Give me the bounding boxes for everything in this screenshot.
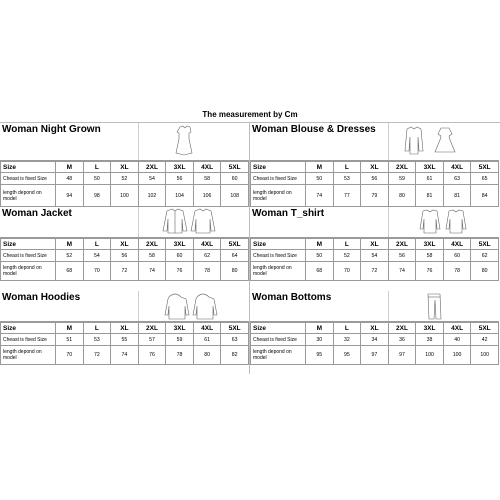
length-cell: 106 [193,185,221,207]
length-cell: 100 [111,185,139,207]
chest-cell: 63 [443,173,471,185]
section-tshirt [250,207,499,290]
length-cell: 94 [56,185,84,207]
length-cell: 84 [471,185,499,207]
size-cell: L [83,323,111,334]
length-cell: 104 [166,185,194,207]
chest-cell: 59 [388,173,416,185]
size-table [0,238,249,281]
size-cell: XL [361,239,389,250]
section-title: Woman T_shirt [252,208,325,219]
length-cell: 68 [306,262,334,281]
section-header [250,207,499,238]
size-cell: 5XL [221,162,249,173]
length-cell: 108 [221,185,249,207]
chest-cell: 58 [416,250,444,262]
size-cell: XL [361,162,389,173]
size-cell: XL [111,162,139,173]
chest-cell: 59 [166,334,194,346]
length-row [251,346,499,365]
size-cell: M [56,239,84,250]
length-cell: 78 [443,262,471,281]
size-cell: 3XL [166,323,194,334]
section-title: Woman Hoodies [2,292,81,303]
section-blouse-dresses [250,123,499,206]
size-cell: 3XL [166,239,194,250]
chest-cell: 58 [138,250,166,262]
size-cell: 4XL [443,323,471,334]
chest-cell: 65 [471,173,499,185]
chest-cell: 56 [166,173,194,185]
row-label: length depond on model [1,346,56,365]
chest-cell: 58 [193,173,221,185]
length-cell: 78 [166,346,194,365]
row-label: length depond on model [251,262,306,281]
chest-cell: 54 [138,173,166,185]
chest-cell: 61 [193,334,221,346]
chest-row [1,250,249,262]
section-jacket [0,207,249,290]
row-label: Size [1,162,56,173]
row-label: Cheast is fixed Size [251,173,306,185]
chest-cell: 50 [306,173,334,185]
row-label: Size [251,323,306,334]
chest-cell: 60 [166,250,194,262]
length-cell: 100 [443,346,471,365]
row-label: Size [251,162,306,173]
row-label: Cheast is fixed Size [1,173,56,185]
row-label: length depond on model [1,262,56,281]
section-hoodies [0,291,249,374]
chest-cell: 30 [306,334,334,346]
row-label: length depond on model [251,185,306,207]
size-cell: 5XL [471,323,499,334]
row-label: length depond on model [1,185,56,207]
chest-cell: 34 [361,334,389,346]
chest-cell: 54 [361,250,389,262]
length-cell: 80 [388,185,416,207]
section-header [0,207,249,238]
section-header [250,291,499,322]
size-cell: 2XL [388,239,416,250]
size-cell: M [56,162,84,173]
length-cell: 79 [361,185,389,207]
length-cell: 95 [306,346,334,365]
chart-title: The measurement by Cm [0,108,500,123]
length-cell: 100 [471,346,499,365]
chest-cell: 51 [56,334,84,346]
length-cell: 98 [83,185,111,207]
size-row [251,239,499,250]
chest-cell: 38 [416,334,444,346]
size-cell: 5XL [221,323,249,334]
chest-cell: 53 [333,173,361,185]
chest-cell: 48 [56,173,84,185]
section-bottoms [250,291,499,374]
section-header [0,123,249,161]
row-label: Size [251,239,306,250]
length-cell: 80 [193,346,221,365]
size-cell: 2XL [388,162,416,173]
length-row [1,346,249,365]
hoodie-icon [138,291,250,321]
chest-cell: 61 [416,173,444,185]
pants-icon [388,291,500,321]
length-cell: 74 [306,185,334,207]
size-cell: M [306,239,334,250]
section-title: Woman Jacket [2,208,72,219]
length-cell: 72 [111,262,139,281]
size-cell: 2XL [388,323,416,334]
chest-row [1,173,249,185]
chest-cell: 54 [83,250,111,262]
chest-cell: 60 [443,250,471,262]
length-cell: 70 [56,346,84,365]
chest-cell: 52 [111,173,139,185]
length-cell: 80 [221,262,249,281]
size-cell: M [306,323,334,334]
length-cell: 76 [166,262,194,281]
nightgown-icon [138,123,250,160]
chest-cell: 62 [193,250,221,262]
length-cell: 95 [333,346,361,365]
chest-cell: 36 [388,334,416,346]
length-row [1,262,249,281]
size-table [0,322,249,365]
length-row [1,185,249,207]
size-row [1,239,249,250]
chest-row [251,334,499,346]
length-row [251,185,499,207]
size-row [1,162,249,173]
size-cell: 5XL [471,239,499,250]
size-cell: 2XL [138,239,166,250]
length-cell: 81 [416,185,444,207]
size-chart [0,108,500,372]
size-cell: L [333,323,361,334]
row-label: Size [1,239,56,250]
blouse-dress-icon [388,123,500,160]
size-cell: 2XL [138,323,166,334]
chest-cell: 64 [221,250,249,262]
row-label: Cheast is fixed Size [251,334,306,346]
length-cell: 81 [443,185,471,207]
size-cell: M [56,323,84,334]
chest-cell: 56 [111,250,139,262]
section-header [250,123,499,161]
jacket-icon [138,207,250,237]
chest-cell: 42 [471,334,499,346]
length-cell: 102 [138,185,166,207]
size-row [1,323,249,334]
size-cell: L [83,239,111,250]
length-cell: 72 [83,346,111,365]
size-cell: L [333,239,361,250]
chest-cell: 52 [333,250,361,262]
chest-cell: 55 [111,334,139,346]
tshirt-icon [388,207,500,237]
size-row [251,162,499,173]
size-cell: L [333,162,361,173]
chest-cell: 50 [306,250,334,262]
size-cell: 3XL [166,162,194,173]
size-table [250,161,499,207]
size-cell: XL [111,323,139,334]
length-cell: 74 [138,262,166,281]
length-cell: 77 [333,185,361,207]
size-cell: 3XL [416,323,444,334]
size-cell: 5XL [471,162,499,173]
row-label: Cheast is fixed Size [251,250,306,262]
size-cell: XL [111,239,139,250]
row-label: Cheast is fixed Size [1,334,56,346]
size-cell: 2XL [138,162,166,173]
chest-cell: 53 [83,334,111,346]
section-title: Woman Blouse & Dresses [252,124,376,135]
chest-row [1,334,249,346]
chest-cell: 60 [221,173,249,185]
row-label: Size [1,323,56,334]
length-cell: 72 [361,262,389,281]
size-cell: L [83,162,111,173]
chest-cell: 32 [333,334,361,346]
section-title: Woman Bottoms [252,292,332,303]
length-cell: 76 [416,262,444,281]
chest-cell: 62 [471,250,499,262]
section-header [0,291,249,322]
length-cell: 74 [388,262,416,281]
size-cell: 4XL [193,323,221,334]
size-cell: 4XL [443,239,471,250]
chest-cell: 63 [221,334,249,346]
chest-cell: 57 [138,334,166,346]
size-cell: 4XL [443,162,471,173]
section-night-grown [0,123,249,206]
length-cell: 78 [193,262,221,281]
chest-cell: 56 [361,173,389,185]
chest-cell: 56 [388,250,416,262]
chest-cell: 52 [56,250,84,262]
size-cell: M [306,162,334,173]
length-cell: 76 [138,346,166,365]
size-row [251,323,499,334]
length-cell: 97 [361,346,389,365]
size-cell: 3XL [416,162,444,173]
chest-cell: 50 [83,173,111,185]
length-cell: 68 [56,262,84,281]
length-row [251,262,499,281]
length-cell: 80 [471,262,499,281]
chest-row [251,250,499,262]
size-cell: XL [361,323,389,334]
length-cell: 100 [416,346,444,365]
size-cell: 3XL [416,239,444,250]
section-title: Woman Night Grown [2,124,101,135]
length-cell: 74 [111,346,139,365]
size-cell: 4XL [193,239,221,250]
row-label: Cheast is fixed Size [1,250,56,262]
length-cell: 70 [83,262,111,281]
size-table [250,238,499,281]
chest-cell: 40 [443,334,471,346]
length-cell: 97 [388,346,416,365]
length-cell: 82 [221,346,249,365]
size-cell: 5XL [221,239,249,250]
length-cell: 70 [333,262,361,281]
row-label: length depond on model [251,346,306,365]
size-cell: 4XL [193,162,221,173]
size-table [250,322,499,365]
size-table [0,161,249,207]
chest-row [251,173,499,185]
